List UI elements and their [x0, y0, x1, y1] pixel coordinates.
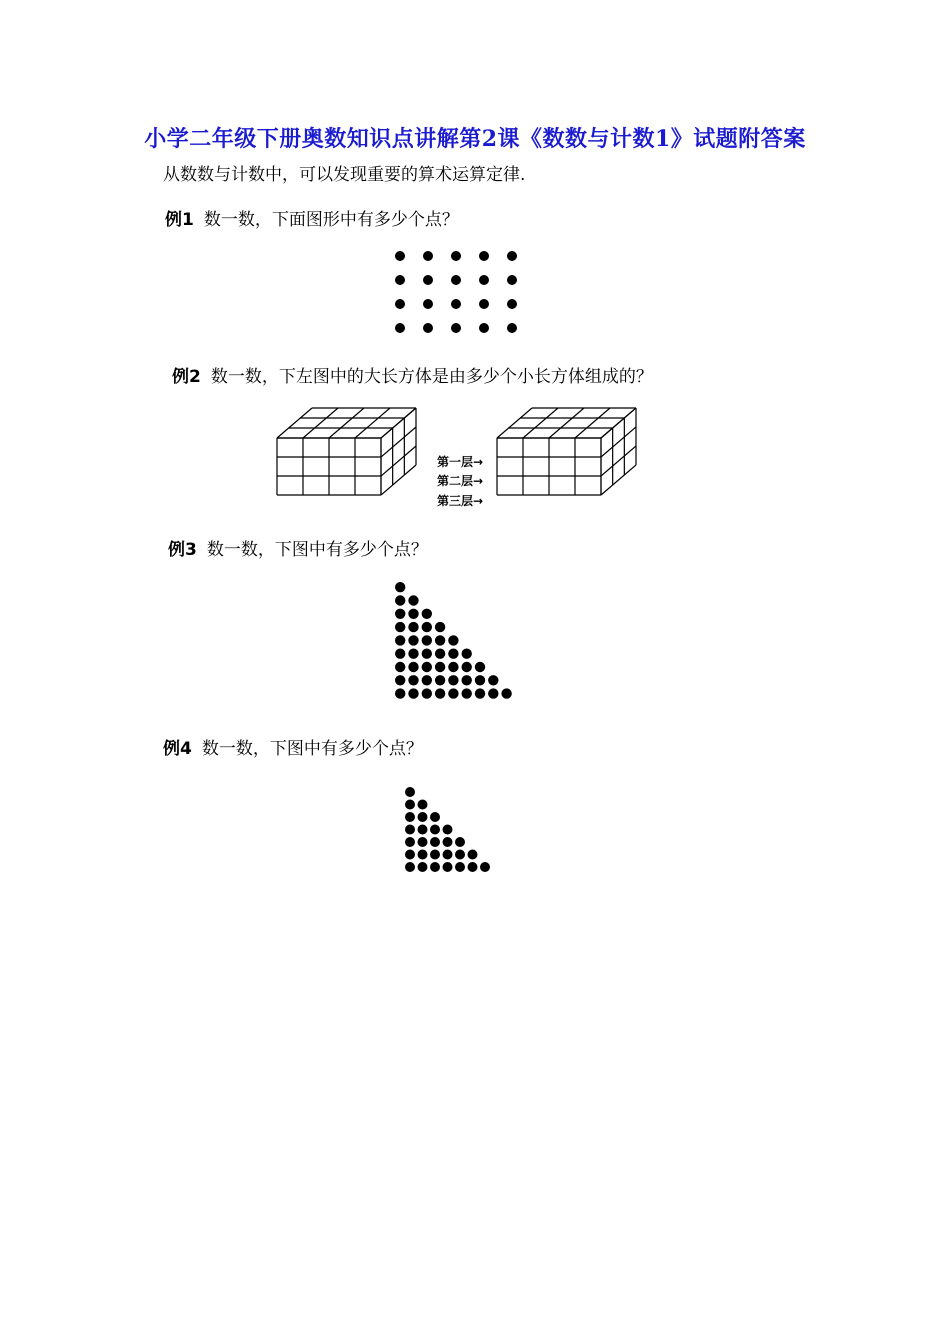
- example-4-text: 数一数，下图中有多少个点？: [201, 739, 423, 759]
- dot: [422, 609, 432, 619]
- cuboid-edge: [303, 408, 338, 438]
- dot: [488, 675, 498, 685]
- dot: [408, 688, 418, 698]
- layer-label-1: 第一层→: [437, 455, 484, 469]
- dot-grid-figure: [392, 250, 532, 340]
- dot: [395, 609, 405, 619]
- cuboid-edge: [355, 408, 390, 438]
- dot: [468, 850, 478, 860]
- cuboid-figure: [275, 408, 675, 518]
- dot: [430, 825, 440, 835]
- dot: [395, 323, 405, 333]
- dot: [448, 635, 458, 645]
- dot: [418, 812, 428, 822]
- dot: [443, 862, 453, 872]
- dot: [430, 812, 440, 822]
- dot: [455, 850, 465, 860]
- example-2: [172, 362, 653, 387]
- dot: [462, 649, 472, 659]
- cuboid-edge: [381, 408, 416, 438]
- intro-text: 从数数与计数中，可以发现重要的算术运算定律.: [163, 165, 526, 185]
- dot: [405, 825, 415, 835]
- dot: [422, 649, 432, 659]
- dot: [443, 837, 453, 847]
- dot: [408, 662, 418, 672]
- dot: [418, 825, 428, 835]
- dot: [462, 675, 472, 685]
- dot: [408, 675, 418, 685]
- dot: [405, 837, 415, 847]
- dot: [395, 635, 405, 645]
- dot: [435, 688, 445, 698]
- cuboid-edge: [381, 446, 416, 476]
- dot: [435, 622, 445, 632]
- dot: [395, 299, 405, 309]
- example-2-text: 数一数，下左图中的大长方体是由多少个小长方体组成的？: [210, 367, 653, 387]
- dot: [479, 251, 489, 261]
- dot: [462, 662, 472, 672]
- dot: [423, 251, 433, 261]
- dot: [435, 635, 445, 645]
- dot: [422, 675, 432, 685]
- dot: [475, 662, 485, 672]
- dot: [408, 609, 418, 619]
- dot: [479, 275, 489, 285]
- dot: [405, 862, 415, 872]
- dot: [430, 862, 440, 872]
- page-title: 小学二年级下册奥数知识点讲解第2课《数数与计数1》试题附答案: [144, 126, 806, 152]
- dot: [422, 662, 432, 672]
- dot: [395, 688, 405, 698]
- dot: [455, 862, 465, 872]
- dot: [423, 299, 433, 309]
- example-1-text: 数一数，下面图形中有多少个点？: [203, 210, 459, 230]
- dot: [418, 837, 428, 847]
- cuboid-edge: [277, 408, 312, 438]
- dot: [408, 649, 418, 659]
- dot: [448, 688, 458, 698]
- cuboid-edge: [549, 408, 584, 438]
- dot: [435, 649, 445, 659]
- dot: [395, 595, 405, 605]
- dot: [507, 251, 517, 261]
- dot: [475, 688, 485, 698]
- dot: [435, 662, 445, 672]
- dot: [507, 299, 517, 309]
- dot: [405, 812, 415, 822]
- cuboid-edge: [381, 427, 416, 457]
- dot: [443, 825, 453, 835]
- example-1-label: 例1: [165, 210, 194, 230]
- dot: [405, 787, 415, 797]
- cuboid-edge: [601, 427, 636, 457]
- dot: [405, 800, 415, 810]
- dot: [443, 850, 453, 860]
- dot: [405, 850, 415, 860]
- dot: [423, 323, 433, 333]
- cuboid-edge: [329, 408, 364, 438]
- dot: [448, 675, 458, 685]
- dot-triangle-figure-small: [405, 787, 505, 867]
- dot: [395, 582, 405, 592]
- dot: [462, 688, 472, 698]
- large-cuboid-left: [277, 408, 416, 495]
- dot: [408, 635, 418, 645]
- example-3: [168, 535, 428, 560]
- example-3-text: 数一数，下图中有多少个点？: [206, 540, 428, 560]
- dot: [488, 688, 498, 698]
- dot: [395, 649, 405, 659]
- example-4-label: 例4: [163, 739, 192, 759]
- dot: [430, 850, 440, 860]
- example-1: [165, 205, 459, 230]
- dot: [475, 675, 485, 685]
- layer-label-2: 第二层→: [437, 474, 484, 488]
- large-cuboid-right: [497, 408, 636, 495]
- dot: [423, 275, 433, 285]
- dot: [395, 251, 405, 261]
- cuboid-edge: [523, 408, 558, 438]
- dot: [395, 275, 405, 285]
- dot: [507, 323, 517, 333]
- dot: [480, 862, 490, 872]
- cuboid-edge: [601, 408, 636, 438]
- cuboid-edge: [497, 408, 532, 438]
- dot: [408, 595, 418, 605]
- dot: [501, 688, 511, 698]
- example-2-label: 例2: [172, 367, 201, 387]
- dot: [451, 275, 461, 285]
- example-4: [163, 734, 423, 759]
- cuboid-edge: [575, 408, 610, 438]
- dot: [451, 299, 461, 309]
- dot: [451, 251, 461, 261]
- dot: [455, 837, 465, 847]
- dot: [422, 622, 432, 632]
- dot: [507, 275, 517, 285]
- dot: [395, 622, 405, 632]
- dot: [408, 622, 418, 632]
- dot: [448, 662, 458, 672]
- dot: [418, 800, 428, 810]
- layer-label-3: 第三层→: [437, 494, 484, 508]
- dot: [422, 635, 432, 645]
- dot: [430, 837, 440, 847]
- dot: [395, 675, 405, 685]
- dot: [395, 662, 405, 672]
- dot: [479, 323, 489, 333]
- dot: [479, 299, 489, 309]
- dot: [418, 862, 428, 872]
- dot-triangle-figure-large: [395, 582, 535, 712]
- dot: [435, 675, 445, 685]
- example-3-label: 例3: [168, 540, 197, 560]
- dot: [451, 323, 461, 333]
- dot: [468, 862, 478, 872]
- dot: [448, 649, 458, 659]
- dot: [418, 850, 428, 860]
- cuboid-edge: [381, 465, 416, 495]
- dot: [422, 688, 432, 698]
- cuboid-edge: [601, 446, 636, 476]
- cuboid-edge: [601, 465, 636, 495]
